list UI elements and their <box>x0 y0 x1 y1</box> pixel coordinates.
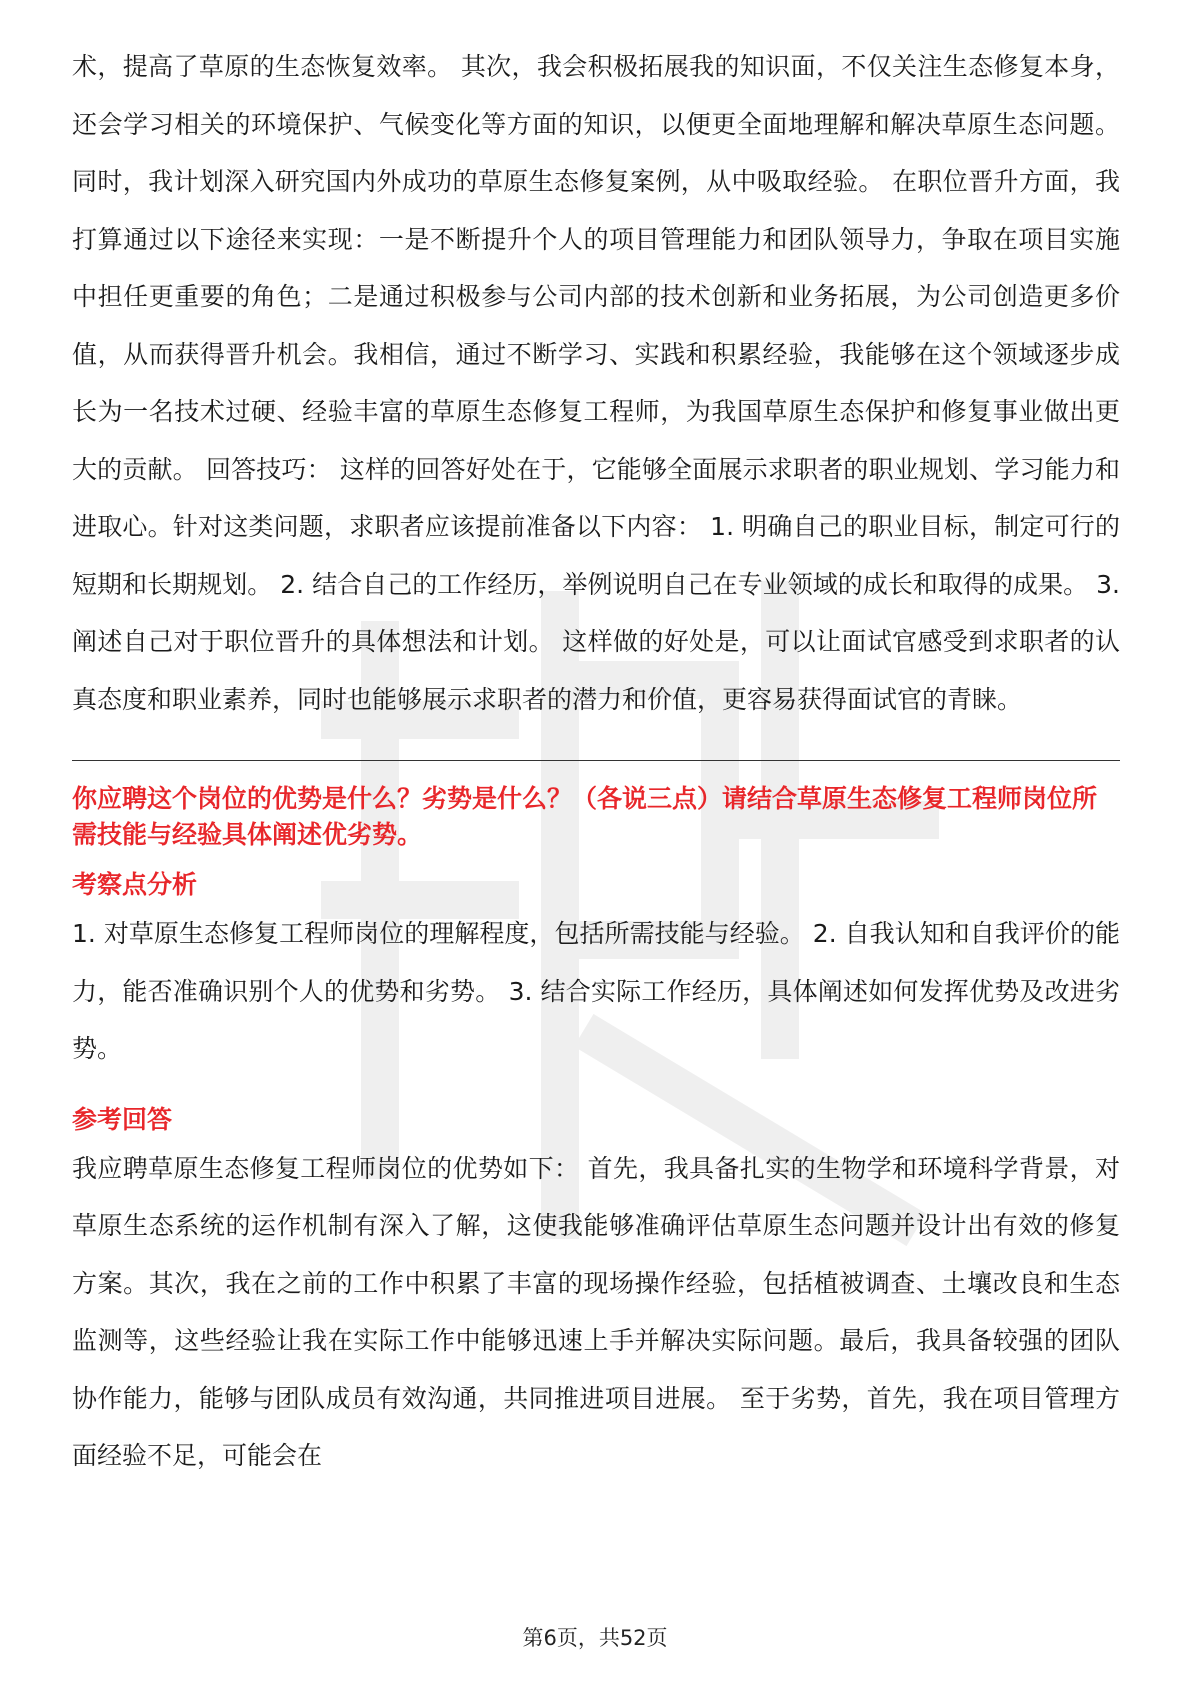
document-page <box>72 38 1120 1485</box>
analysis-text: 1. 对草原生态修复工程师岗位的理解程度，包括所需技能与经验。 2. 自我认知和自我评价的能力，能否准确识别个人的优势和劣势。 3. 结合实际工作经历，具体阐述如何发挥优势及改进劣势。 <box>72 919 1120 1063</box>
reference-text: 我应聘草原生态修复工程师岗位的优势如下： 首先，我具备扎实的生物学和环境科学背景，对草原生态系统的运作机制有深入了解，这使我能够准确评估草原生态问题并设计出有效的修复方案。其次，我在之前的工作中积累了丰富的现场操作经验，包括植被调查、土壤改良和生态监测等，这些经验让我在实际工作中能够迅速上手并解决实际问题。最后，我具备较强的团队协作能力，能够与团队成员有效沟通，共同推进项目进展。 至于劣势，首先，我在项目管理方面经验不足，可能会在 <box>72 1153 1120 1470</box>
top-paragraph: 术，提高了草原的生态恢复效率。 其次，我会积极拓展我的知识面，不仅关注生态修复本身，还会学习相关的环境保护、气候变化等方面的知识，以便更全面地理解和解决草原生态问题。同时，我计划深入研究国内外成功的草原生态修复案例，从中吸取经验。 在职位晋升方面，我打算通过以下途径来实现：一是不断提升个人的项目管理能力和团队领导力，争取在项目实施中担任更重要的角色；二是通过积极参与公司内部的技术创新和业务拓展，为公司创造更多价值，从而获得晋升机会。我相信，通过不断学习、实践和积累经验，我能够在这个领域逐步成长为一名技术过硬、经验丰富的草原生态修复工程师，为我国草原生态保护和修复事业做出更大的贡献。 回答技巧： 这样的回答好处在于，它能够全面展示求职者的职业规划、学习能力和进取心。针对这类问题，求职者应该提前准备以下内容： 1. 明确自己的职业目标，制定可行的短期和长期规划。 2. 结合自己的工作经历，举例说明自己在专业领域的成长和取得的成果。 3. 阐述自己对于职位晋升的具体想法和计划。 这样做的好处是，可以让面试官感受到求职者的认真态度和职业素养，同时也能够展示求职者的潜力和价值，更容易获得面试官的青睐。 <box>72 52 1120 714</box>
page-number: 第6页，共52页 <box>522 1626 668 1650</box>
interview-question: 你应聘这个岗位的优势是什么？劣势是什么？（各说三点）请结合草原生态修复工程师岗位所需技能与经验具体阐述优劣势。 <box>72 784 1098 849</box>
reference-heading: 参考回答 <box>72 1104 173 1134</box>
analysis-heading: 考察点分析 <box>72 870 198 899</box>
section-divider <box>72 760 1120 761</box>
